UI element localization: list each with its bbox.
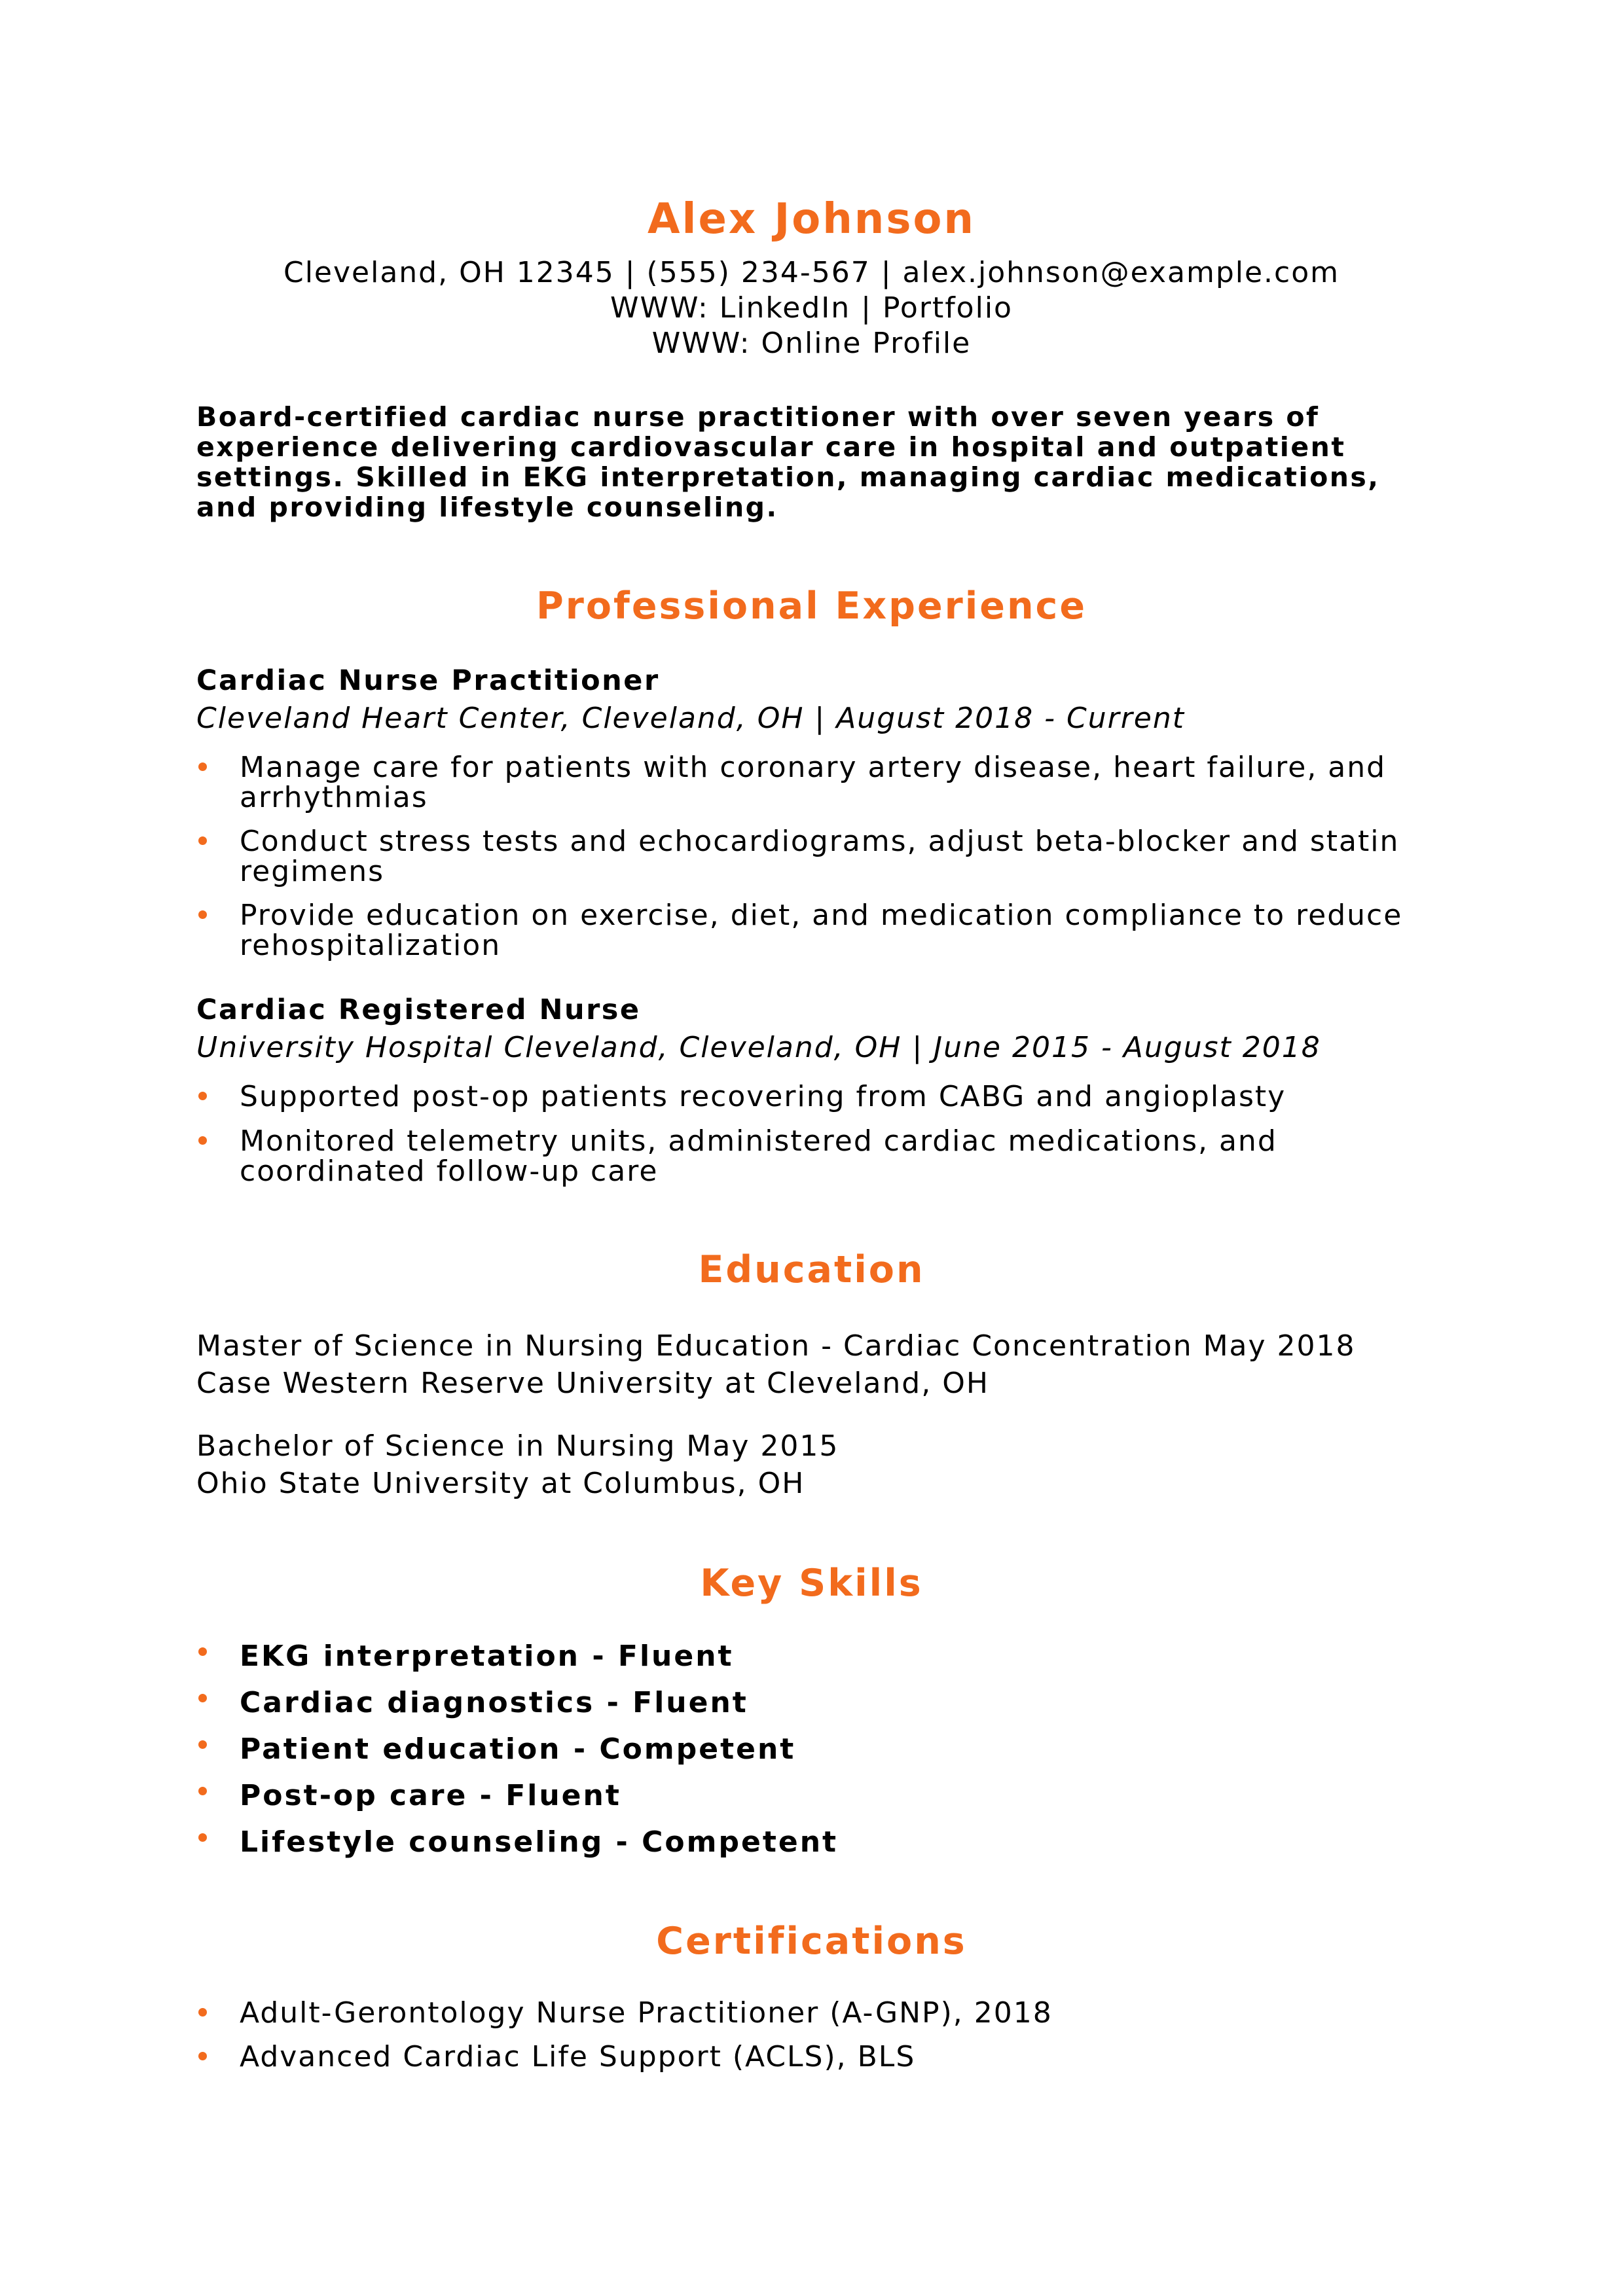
bullet-icon — [198, 1833, 207, 1842]
bullet-icon — [198, 1740, 207, 1749]
bullet-text: Supported post-op patients recovering from CABG and angioplasty — [240, 1080, 1286, 1113]
job-meta: University Hospital Cleveland, Cleveland, OH | June 2015 - August 2018 — [196, 1031, 1321, 1064]
links-line: WWW: LinkedIn | Portfolio — [610, 291, 1013, 325]
profile-line: WWW: Online Profile — [651, 327, 972, 360]
experience-heading: Professional Experience — [536, 584, 1087, 628]
bullet-text: Manage care for patients with coronary artery disease, heart failure, and arrhythmias — [240, 751, 1387, 814]
skill-text: Post-op care - Fluent — [240, 1779, 621, 1812]
certification-text: Advanced Cardiac Life Support (ACLS), BLS — [240, 2040, 916, 2073]
bullet-icon — [198, 910, 207, 919]
list-item — [196, 1998, 1473, 2028]
bullet-icon — [198, 2008, 207, 2017]
skill-item — [196, 1825, 839, 1859]
list-item — [196, 901, 1473, 961]
skill-text: Cardiac diagnostics - Fluent — [240, 1686, 748, 1719]
skill-text: Lifestyle counseling - Competent — [240, 1825, 839, 1859]
bullet-icon — [198, 1136, 207, 1145]
bullet-icon — [198, 1647, 207, 1656]
list-item — [196, 2042, 1473, 2072]
education-school: Case Western Reserve University at Cleveland, OH — [196, 1367, 989, 1400]
list-item — [196, 753, 1473, 813]
professional-summary: Board-certified cardiac nurse practitioner with over seven years of experience delivering cardiovascular care in hospital and outpatient settings. Skilled in EKG interpretation, managing cardiac medications, and providing lifestyle counseling. — [196, 401, 1380, 523]
education-degree: Master of Science in Nursing Education - Cardiac Concentration May 2018 — [196, 1329, 1356, 1363]
skill-item — [196, 1779, 621, 1812]
bullet-icon — [198, 1694, 207, 1702]
education-heading: Education — [698, 1248, 925, 1291]
list-item — [196, 1082, 1473, 1112]
certifications-heading: Certifications — [656, 1920, 967, 1963]
list-item — [196, 1126, 1473, 1187]
skills-heading: Key Skills — [700, 1562, 923, 1605]
bullet-text: Conduct stress tests and echocardiograms, adjust beta-blocker and statin regimens — [240, 825, 1400, 888]
bullet-icon — [198, 2052, 207, 2060]
education-school: Ohio State University at Columbus, OH — [196, 1467, 805, 1500]
skill-item — [196, 1732, 796, 1766]
job-title: Cardiac Nurse Practitioner — [196, 664, 660, 697]
bullet-icon — [198, 836, 207, 845]
contact-line: Cleveland, OH 12345 | (555) 234-567 | alex.johnson@example.com — [283, 256, 1340, 289]
bullet-icon — [198, 762, 207, 771]
job-meta: Cleveland Heart Center, Cleveland, OH | August 2018 - Current — [196, 702, 1185, 735]
bullet-icon — [198, 1092, 207, 1100]
skill-text: Patient education - Competent — [240, 1732, 796, 1766]
job-title: Cardiac Registered Nurse — [196, 994, 641, 1026]
education-degree: Bachelor of Science in Nursing May 2015 — [196, 1429, 839, 1463]
bullet-text: Monitored telemetry units, administered cardiac medications, and coordinated follow-up care — [240, 1124, 1277, 1188]
certification-text: Adult-Gerontology Nurse Practitioner (A-GNP), 2018 — [240, 1996, 1053, 2030]
skill-item — [196, 1642, 734, 1671]
list-item — [196, 827, 1473, 887]
bullet-icon — [198, 1787, 207, 1795]
candidate-name: Alex Johnson — [647, 195, 976, 243]
skill-text: EKG interpretation - Fluent — [240, 1640, 734, 1673]
skill-item — [196, 1686, 748, 1719]
bullet-text: Provide education on exercise, diet, and medication compliance to reduce rehospitalization — [240, 899, 1403, 962]
